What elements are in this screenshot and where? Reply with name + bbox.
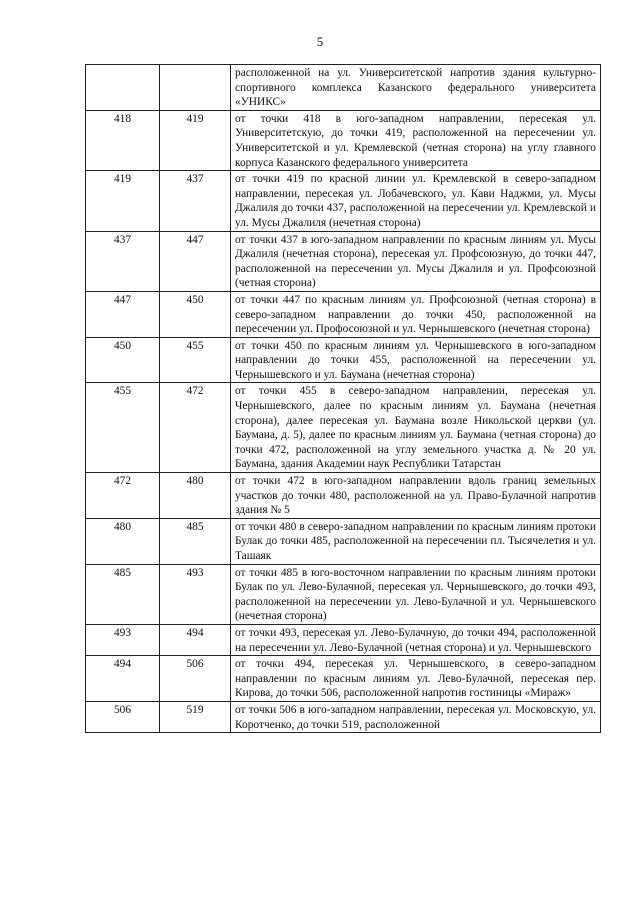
to-point-cell: 472 [160, 383, 231, 473]
route-description-cell: от точки 418 в юго-западном направлении, пересекая ул. Университетскую, до точки 419, расположенной на пересечении ул. Университетской и ул. Кремлевской (четная сторона) на углу главного корпуса Казанского федерального университета [231, 110, 601, 170]
from-point-cell: 450 [86, 337, 160, 383]
to-point-cell: 493 [160, 564, 231, 624]
to-point-cell [160, 65, 231, 111]
to-point-cell: 485 [160, 518, 231, 564]
table-body [86, 65, 601, 733]
from-point-cell [86, 65, 160, 111]
table-row [86, 701, 601, 732]
route-description-cell: от точки 419 по красной линии ул. Кремлевской в северо-западном направлении, пересекая ул. Лобачевского, ул. Кави Наджми, ул. Мусы Джалиля до точки 437, расположенной на пересечении ул. Кремлевской и ул. Мусы Джалиля (нечетная сторона) [231, 171, 601, 231]
route-description-cell: от точки 493, пересекая ул. Лево-Булачную, до точки 494, расположенной на пересечении ул. Лево-Булачной (четная сторона) и ул. Чернышевского [231, 624, 601, 655]
route-description-cell: от точки 506 в юго-западном направлении, пересекая ул. Московскую, ул. Коротченко, до точки 519, расположенной [231, 701, 601, 732]
table-row [86, 171, 601, 231]
route-description-cell: расположенной на ул. Университетской напротив здания культурно-спортивного комплекса Казанского федерального университета «УНИКС» [231, 65, 601, 111]
route-description-cell: от точки 494, пересекая ул. Чернышевского, в северо-западном направлении по красным линиям ул. Лево-Булачной, пересекая пер. Кирова, до точки 506, расположенной напротив гостиницы «Мираж» [231, 656, 601, 702]
from-point-cell: 419 [86, 171, 160, 231]
table-row [86, 383, 601, 473]
from-point-cell: 418 [86, 110, 160, 170]
route-description-cell: от точки 437 в юго-западном направлении по красным линиям ул. Мусы Джалиля (нечетная сторона), пересекая ул. Профсоюзную, до точки 447, расположенной на пересечении ул. Мусы Джалиля и ул. Профсоюзной (четная сторона) [231, 231, 601, 291]
boundary-points-table [85, 64, 601, 733]
table-row [86, 518, 601, 564]
table-row [86, 231, 601, 291]
route-description-cell: от точки 447 по красным линиям ул. Профсоюзной (четная сторона) в северо-западном направлении до точки 450, расположенной на пересечении ул. Профосоюзной и ул. Чернышевского (нечетная сторона) [231, 291, 601, 337]
from-point-cell: 506 [86, 701, 160, 732]
from-point-cell: 437 [86, 231, 160, 291]
table-row [86, 564, 601, 624]
from-point-cell: 493 [86, 624, 160, 655]
page-number: 5 [316, 34, 324, 49]
to-point-cell: 450 [160, 291, 231, 337]
from-point-cell: 472 [86, 473, 160, 519]
table-row [86, 65, 601, 111]
route-description-cell: от точки 472 в юго-западном направлении вдоль границ земельных участков до точки 480, расположенной на ул. Право-Булачной напротив здания № 5 [231, 473, 601, 519]
table-row [86, 291, 601, 337]
from-point-cell: 494 [86, 656, 160, 702]
to-point-cell: 494 [160, 624, 231, 655]
table-row [86, 337, 601, 383]
to-point-cell: 480 [160, 473, 231, 519]
from-point-cell: 455 [86, 383, 160, 473]
to-point-cell: 506 [160, 656, 231, 702]
to-point-cell: 419 [160, 110, 231, 170]
table-row [86, 656, 601, 702]
from-point-cell: 480 [86, 518, 160, 564]
to-point-cell: 455 [160, 337, 231, 383]
table-row [86, 110, 601, 170]
to-point-cell: 519 [160, 701, 231, 732]
route-description-cell: от точки 450 по красным линиям ул. Чернышевского в юго-западном направлении до точки 455, расположенной на пересечении ул. Чернышевского и ул. Баумана (нечетная сторона) [231, 337, 601, 383]
to-point-cell: 437 [160, 171, 231, 231]
route-description-cell: от точки 480 в северо-западном направлении по красным линиям протоки Булак до точки 485, расположенной на пересечении пл. Тысячелетия и ул. Ташаяк [231, 518, 601, 564]
table-row [86, 624, 601, 655]
route-description-cell: от точки 485 в юго-восточном направлении по красным линиям протоки Булак по ул. Лево-Булачной, пересекая ул. Чернышевского, до точки 493, расположенной на пересечении ул. Лево-Булачной и ул. Чернышевского (нечетная сторона) [231, 564, 601, 624]
route-description-cell: от точки 455 в северо-западном направлении, пересекая ул. Чернышевского, далее по красным линиям ул. Баумана (нечетная сторона), далее пересекая ул. Баумана возле Никольской церкви (ул. Баумана, д. 5), далее по красным линиям ул. Баумана (четная сторона) до точки 472, расположенной на углу земельного участка д. № 20 ул. Баумана, здания Академии наук Республики Татарстан [231, 383, 601, 473]
from-point-cell: 447 [86, 291, 160, 337]
to-point-cell: 447 [160, 231, 231, 291]
table-row [86, 473, 601, 519]
from-point-cell: 485 [86, 564, 160, 624]
